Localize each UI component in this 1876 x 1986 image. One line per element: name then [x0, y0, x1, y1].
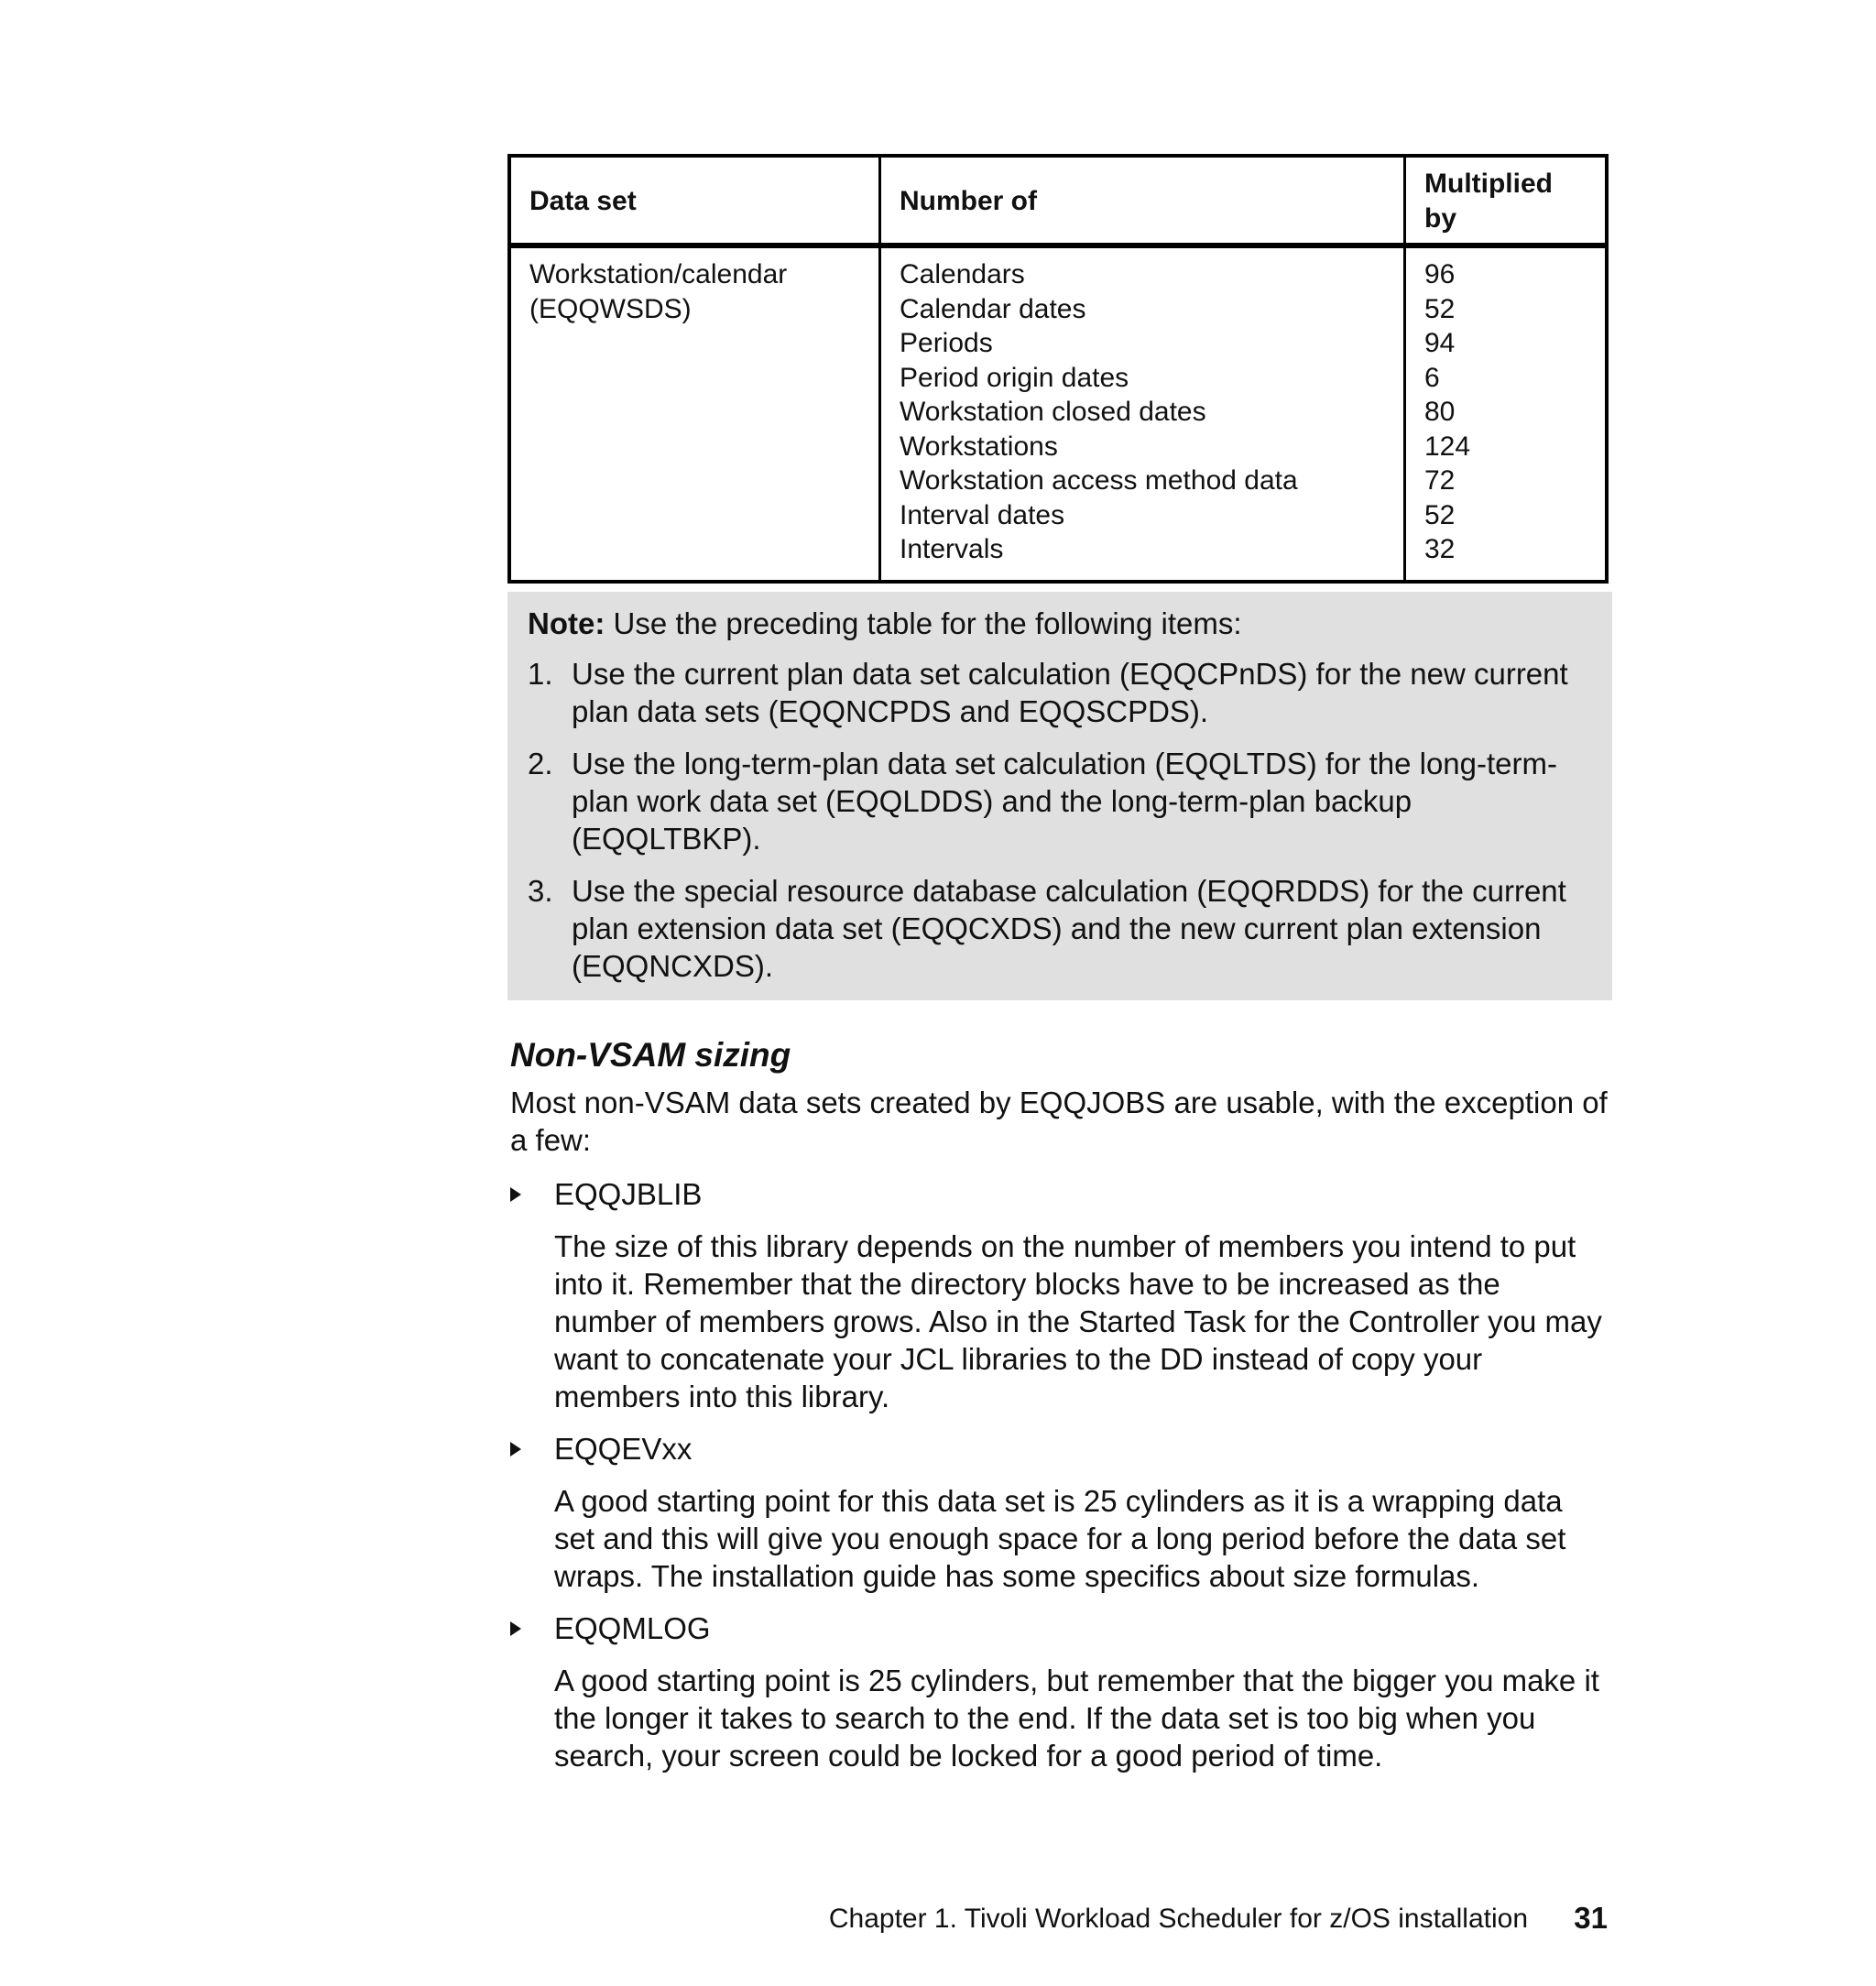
- item-label: Periods: [900, 328, 993, 358]
- multiplier-cell: [1405, 246, 1608, 582]
- bullet-title: EQQMLOG: [554, 1611, 711, 1645]
- bullet-item: [510, 1175, 1609, 1415]
- note-item: [528, 745, 1592, 857]
- note-item-text: Use the current plan data set calculation (EQQCPnDS) for the new current plan data sets (EQQNCPDS and EQQSCPDS).: [572, 657, 1568, 728]
- bullet-title: EQQEVxx: [554, 1432, 693, 1466]
- item-label: Intervals: [900, 534, 1004, 564]
- bullet-description: The size of this library depends on the number of members you intend to put into it. Remember that the directory blocks have to be increased as the number of members grows. Also in the Started Task for the Controller you may want to concatenate your JCL libraries to the DD instead of copy your members into this library.: [554, 1229, 1602, 1413]
- multiplier-value: 96: [1424, 259, 1456, 289]
- note-item-number: 3.: [528, 874, 553, 908]
- data-set-cell: [509, 246, 880, 582]
- bullet-title: EQQJBLIB: [554, 1177, 703, 1211]
- item-label: Workstation access method data: [900, 465, 1298, 496]
- note-item: [528, 872, 1592, 985]
- bullet-list: [510, 1175, 1609, 1789]
- multiplier-value: 52: [1424, 499, 1456, 530]
- section-intro: Most non-VSAM data sets created by EQQJOBS are usable, with the exception of a few:: [510, 1086, 1608, 1157]
- note-item-text: Use the special resource database calculation (EQQRDDS) for the current plan extension data set (EQQCXDS) and the new current plan extension (EQQNCXDS).: [572, 874, 1566, 983]
- item-label: Interval dates: [900, 499, 1065, 530]
- bullet-heading: [510, 1610, 1609, 1647]
- note-item: [528, 655, 1592, 730]
- multiplier-value: 124: [1424, 431, 1471, 462]
- note-intro-text: Use the preceding table for the following items:: [605, 606, 1242, 640]
- item-label: Calendars: [900, 259, 1025, 289]
- data-set-id: (EQQWSDS): [529, 293, 692, 324]
- bullet-heading: [510, 1175, 1609, 1213]
- triangle-bullet-icon: [510, 1187, 521, 1202]
- item-label: Workstations: [900, 431, 1058, 462]
- bullet-item: [510, 1610, 1609, 1774]
- bullet-description: A good starting point is 25 cylinders, but remember that the bigger you make it the longer it takes to search to the end. If the data set is too big when you search, your screen could be locked for a good period of time.: [554, 1664, 1599, 1773]
- item-label: Period origin dates: [900, 362, 1129, 393]
- multiplier-value: 94: [1424, 328, 1456, 358]
- number-of-cell: [880, 246, 1405, 582]
- section-heading: Non-VSAM sizing: [510, 1036, 791, 1074]
- triangle-bullet-icon: [510, 1621, 521, 1636]
- multiplier-value: 72: [1424, 465, 1456, 496]
- note-list: [528, 655, 1592, 985]
- note-item-text: Use the long-term-plan data set calculation (EQQLTDS) for the long-term-plan work data set (EQQLDDS) and the long-term-plan backup (EQQLTBKP).: [572, 747, 1557, 856]
- multiplier-value: 32: [1424, 534, 1456, 564]
- multiplier-value: 52: [1424, 293, 1456, 324]
- bullet-item: [510, 1430, 1609, 1595]
- note-intro: [528, 605, 1592, 642]
- header-data-set: Data set: [509, 156, 880, 246]
- data-set-name: Workstation/calendar: [529, 259, 788, 289]
- multiplier-value: 80: [1424, 397, 1456, 427]
- sizing-table: [507, 154, 1609, 584]
- bullet-heading: [510, 1430, 1609, 1468]
- table-header-row: [509, 156, 1607, 246]
- header-number-of: Number of: [880, 156, 1405, 246]
- multiplier-value: 6: [1424, 362, 1440, 393]
- table-row: [509, 246, 1607, 582]
- note-label: Note:: [528, 606, 605, 640]
- note-item-number: 1.: [528, 657, 553, 691]
- item-label: Calendar dates: [900, 293, 1086, 324]
- page-number: 31: [1574, 1901, 1608, 1935]
- header-multiplied-by: Multiplied by: [1405, 156, 1608, 246]
- item-label: Workstation closed dates: [900, 397, 1206, 427]
- bullet-description: A good starting point for this data set is 25 cylinders as it is a wrapping data set and this will give you enough space for a long period before the data set wraps. The installation guide has some specifics about size formulas.: [554, 1484, 1566, 1593]
- note-item-number: 2.: [528, 747, 553, 780]
- footer-chapter-title: Chapter 1. Tivoli Workload Scheduler for z/OS installation: [828, 1904, 1528, 1934]
- note-box: [507, 592, 1612, 1000]
- triangle-bullet-icon: [510, 1442, 521, 1457]
